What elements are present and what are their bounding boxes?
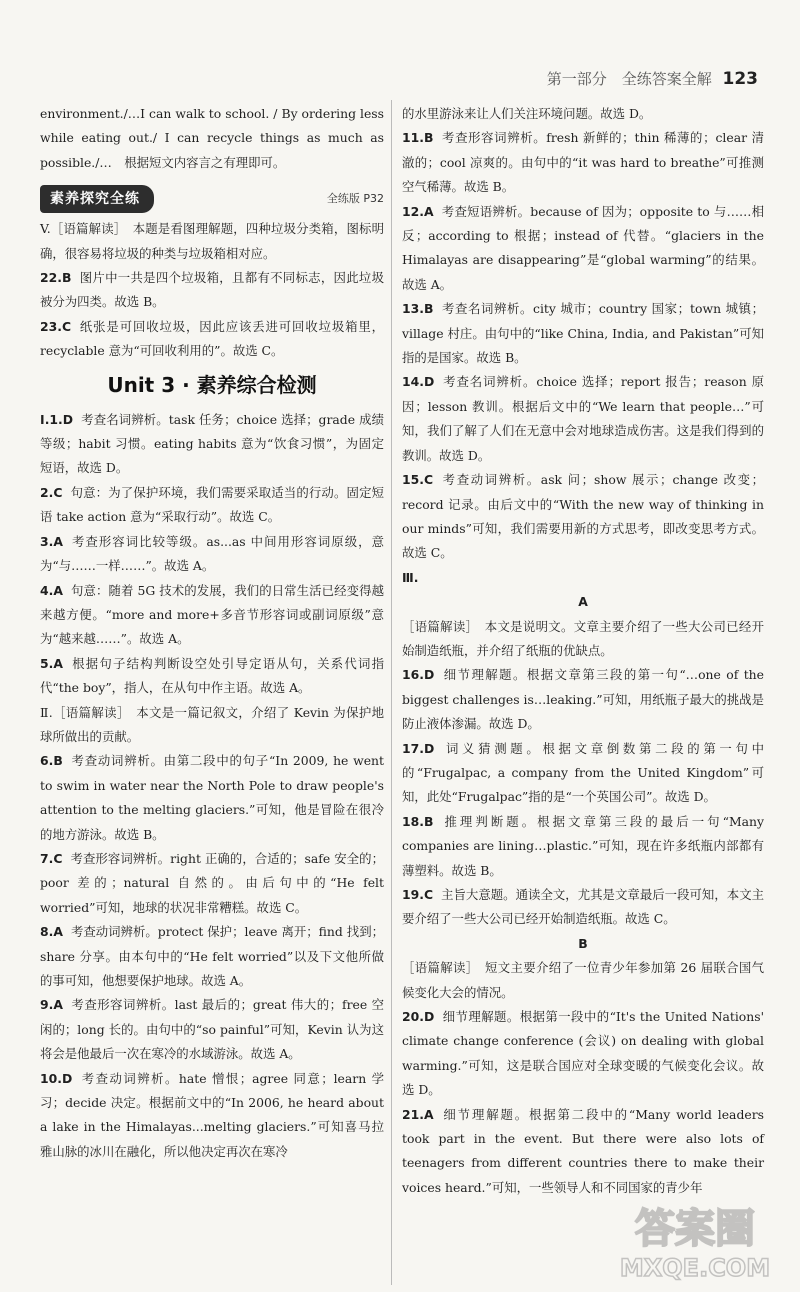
passage-a-label: A xyxy=(578,594,588,610)
answer-item: 14.D 考查名词辨析。choice 选择；report 报告；reason 原因；lesson 教训。根据后文中的“We learn that people…”可知，我们了解了人们在无意中会对地球造成伤害。这是我们得到的教训。故选 D。 xyxy=(402,374,764,463)
answer-item: 18.B 推理判断题。根据文章第三段的最后一句“Many companies are lining…plastic.”可知，现在许多纸瓶内部都有薄塑料。故选 B。 xyxy=(402,813,764,878)
answer-item: 20.D 细节理解题。根据第一段中的“It's the United Nations' climate change conference (会议) on dealing with global warming.”可知，这是联合国应对全球变暖的气候变化会议。故选 D。 xyxy=(402,1009,764,1098)
section-title: 第一部分 全练答案全解 xyxy=(546,70,712,88)
watermark-line2: MXQE.COM xyxy=(619,1254,771,1282)
passage-a-intro: ［语篇解读］ 本文是说明文。文章主要介绍了一些大公司已经开始制造纸瓶，并介绍了纸瓶的优缺点。 xyxy=(402,618,764,658)
answer-item: 13.B 考查名词辨析。city 城市；country 国家；town 城镇；village 村庄。由句中的“like China, India, and Pakistan”可知指的是国家。故选 B。 xyxy=(402,301,764,366)
answer-item: 19.C 主旨大意题。通读全文，尤其是文章最后一段可知，本文主要介绍了一些大公司已经开始制造纸瓶。故选 C。 xyxy=(402,887,764,927)
unit-title: Unit 3 · 素养综合检测 xyxy=(107,372,317,397)
answer-item: 4.A 句意：随着 5G 技术的发展，我们的日常生活已经变得越来越方便。“more and more+多音节形容词或副词原级”意为“越来越……”。故选 A。 xyxy=(40,582,384,647)
answer-item: Ⅰ.1.D 考查名词辨析。task 任务；choice 选择；grade 成绩等级；habit 习惯。eating habits 意为“饮食习惯”，为固定短语，故选 D。 xyxy=(40,411,385,476)
section-iii-heading: Ⅲ. xyxy=(402,569,419,585)
answer-item: 15.C 考查动词辨析。ask 问；show 展示；change 改变；record 记录。由后文中的“With the new way of thinking in our minds”可知，我们需要用新的方式思考，即改变思考方式。故选 C。 xyxy=(402,472,764,561)
section-banner xyxy=(40,187,384,211)
passage-b-intro: ［语篇解读］ 短文主要介绍了一位青少年参加第 26 届联合国气候变化大会的情况。 xyxy=(402,960,764,1000)
answer-item: 10.D 考查动词辨析。hate 憎恨；agree 同意；learn 学习；decide 决定。根据前文中的“In 2006, he heard about a lake in the Himalayas...melting glaciers.”可知喜马拉雅山脉的冰川在融化，所以他决定再次在寒冷 xyxy=(40,1070,384,1159)
column-divider xyxy=(391,100,392,1285)
answer-item: 2.C 句意：为了保护环境，我们需要采取适当的行动。固定短语 take action 意为“采取行动”。故选 C。 xyxy=(40,484,384,525)
page-number: 123 xyxy=(722,69,758,89)
answer-item: 9.A 考查形容词辨析。last 最后的；great 伟大的；free 空闲的；long 长的。由句中的“so painful”可知，Kevin 认为这将会是他最后一次在寒冷的水域游泳。故选 A。 xyxy=(40,997,384,1062)
answer-item: 21.A 细节理解题。根据第二段中的“Many world leaders took part in the event. But there were also lots of teenagers from different countries there to make their voices heard.”可知，一些领导人和不同国家的青少年 xyxy=(402,1106,764,1195)
answer-item: 6.B 考查动词辨析。由第二段中的句子“In 2009, he went to swim in water near the North Pole to draw people's attention to the melting glaciers.”可知，他是冒险在很冷的地方游泳。故选 B。 xyxy=(40,753,384,842)
answer-item: 22.B 图片中一共是四个垃圾箱，且都有不同标志，因此垃圾被分为四类。故选 B。 xyxy=(40,270,384,310)
right-column xyxy=(402,102,764,1200)
left-column xyxy=(40,102,384,1164)
answer-item: 7.C 考查形容词辨析。right 正确的，合适的；safe 安全的；poor 差的；natural 自然的。由后句中的“He felt worried”可知，地球的状况非常糟糕。故选 C。 xyxy=(40,850,384,915)
watermark-logo xyxy=(600,1190,790,1286)
watermark-line1: 答案圈 xyxy=(635,1206,755,1252)
answer-item: 11.B 考查形容词辨析。fresh 新鲜的；thin 稀薄的；clear 清澈的；cool 凉爽的。由句中的“it was hard to breathe”可推测空气稀薄。故选 B。 xyxy=(402,130,764,195)
intro-text: environment./…I can walk to school. / By ordering less while eating out./ I can recycle things as much as possible./… 根据短文内容言之有理即可。 xyxy=(40,106,384,170)
answer-item: 17.D 词义猜测题。根据文章倒数第二段的第一句中的“Frugalpac, a company from the United Kingdom”可知，此处“Frugalpac”指的是“一个英国公司”。故选 D。 xyxy=(402,740,764,805)
answer-item: 23.C 纸张是可回收垃圾，因此应该丢进可回收垃圾箱里，recyclable 意为“可回收利用的”。故选 C。 xyxy=(40,318,384,359)
v-intro: V.［语篇解读］ 本题是看图理解题，四种垃圾分类箱，图标明确，很容易将垃圾的种类与垃圾箱相对应。 xyxy=(40,221,384,261)
page-header xyxy=(547,68,758,89)
answer-item: 3.A 考查形容词比较等级。as...as 中间用形容词原级，意为“与……一样……”。故选 A。 xyxy=(40,533,384,574)
continued-text: 的水里游泳来让人们关注环境问题。故选 D。 xyxy=(402,106,652,121)
answer-item: 5.A 根据句子结构判断设空处引导定语从句，关系代词指代“the boy”，指人，在从句中作主语。故选 A。 xyxy=(40,655,384,696)
ii-intro: Ⅱ.［语篇解读］ 本文是一篇记叙文，介绍了 Kevin 为保护地球所做出的贡献。 xyxy=(40,704,384,744)
answer-item: 12.A 考查短语辨析。because of 因为；opposite to 与……相反；according to 根据；instead of 代替。“glaciers in the Himalayas are disappearing”是“global warming”的结果。故选 A。 xyxy=(402,203,764,292)
banner-ref: 全练版 P32 xyxy=(326,192,384,206)
answer-item: 16.D 细节理解题。根据文章第三段的第一句“…one of the biggest challenges is…leaking.”可知，用纸瓶子最大的挑战是防止液体渗漏。故选 D。 xyxy=(402,667,764,732)
answer-item: 8.A 考查动词辨析。protect 保护；leave 离开；find 找到；share 分享。由本句中的“He felt worried”以及下文他所做的事可知，他想要保护地球。故选 A。 xyxy=(40,924,384,988)
banner-label: 素养探究全练 xyxy=(40,185,154,213)
passage-b-label: B xyxy=(578,935,588,951)
